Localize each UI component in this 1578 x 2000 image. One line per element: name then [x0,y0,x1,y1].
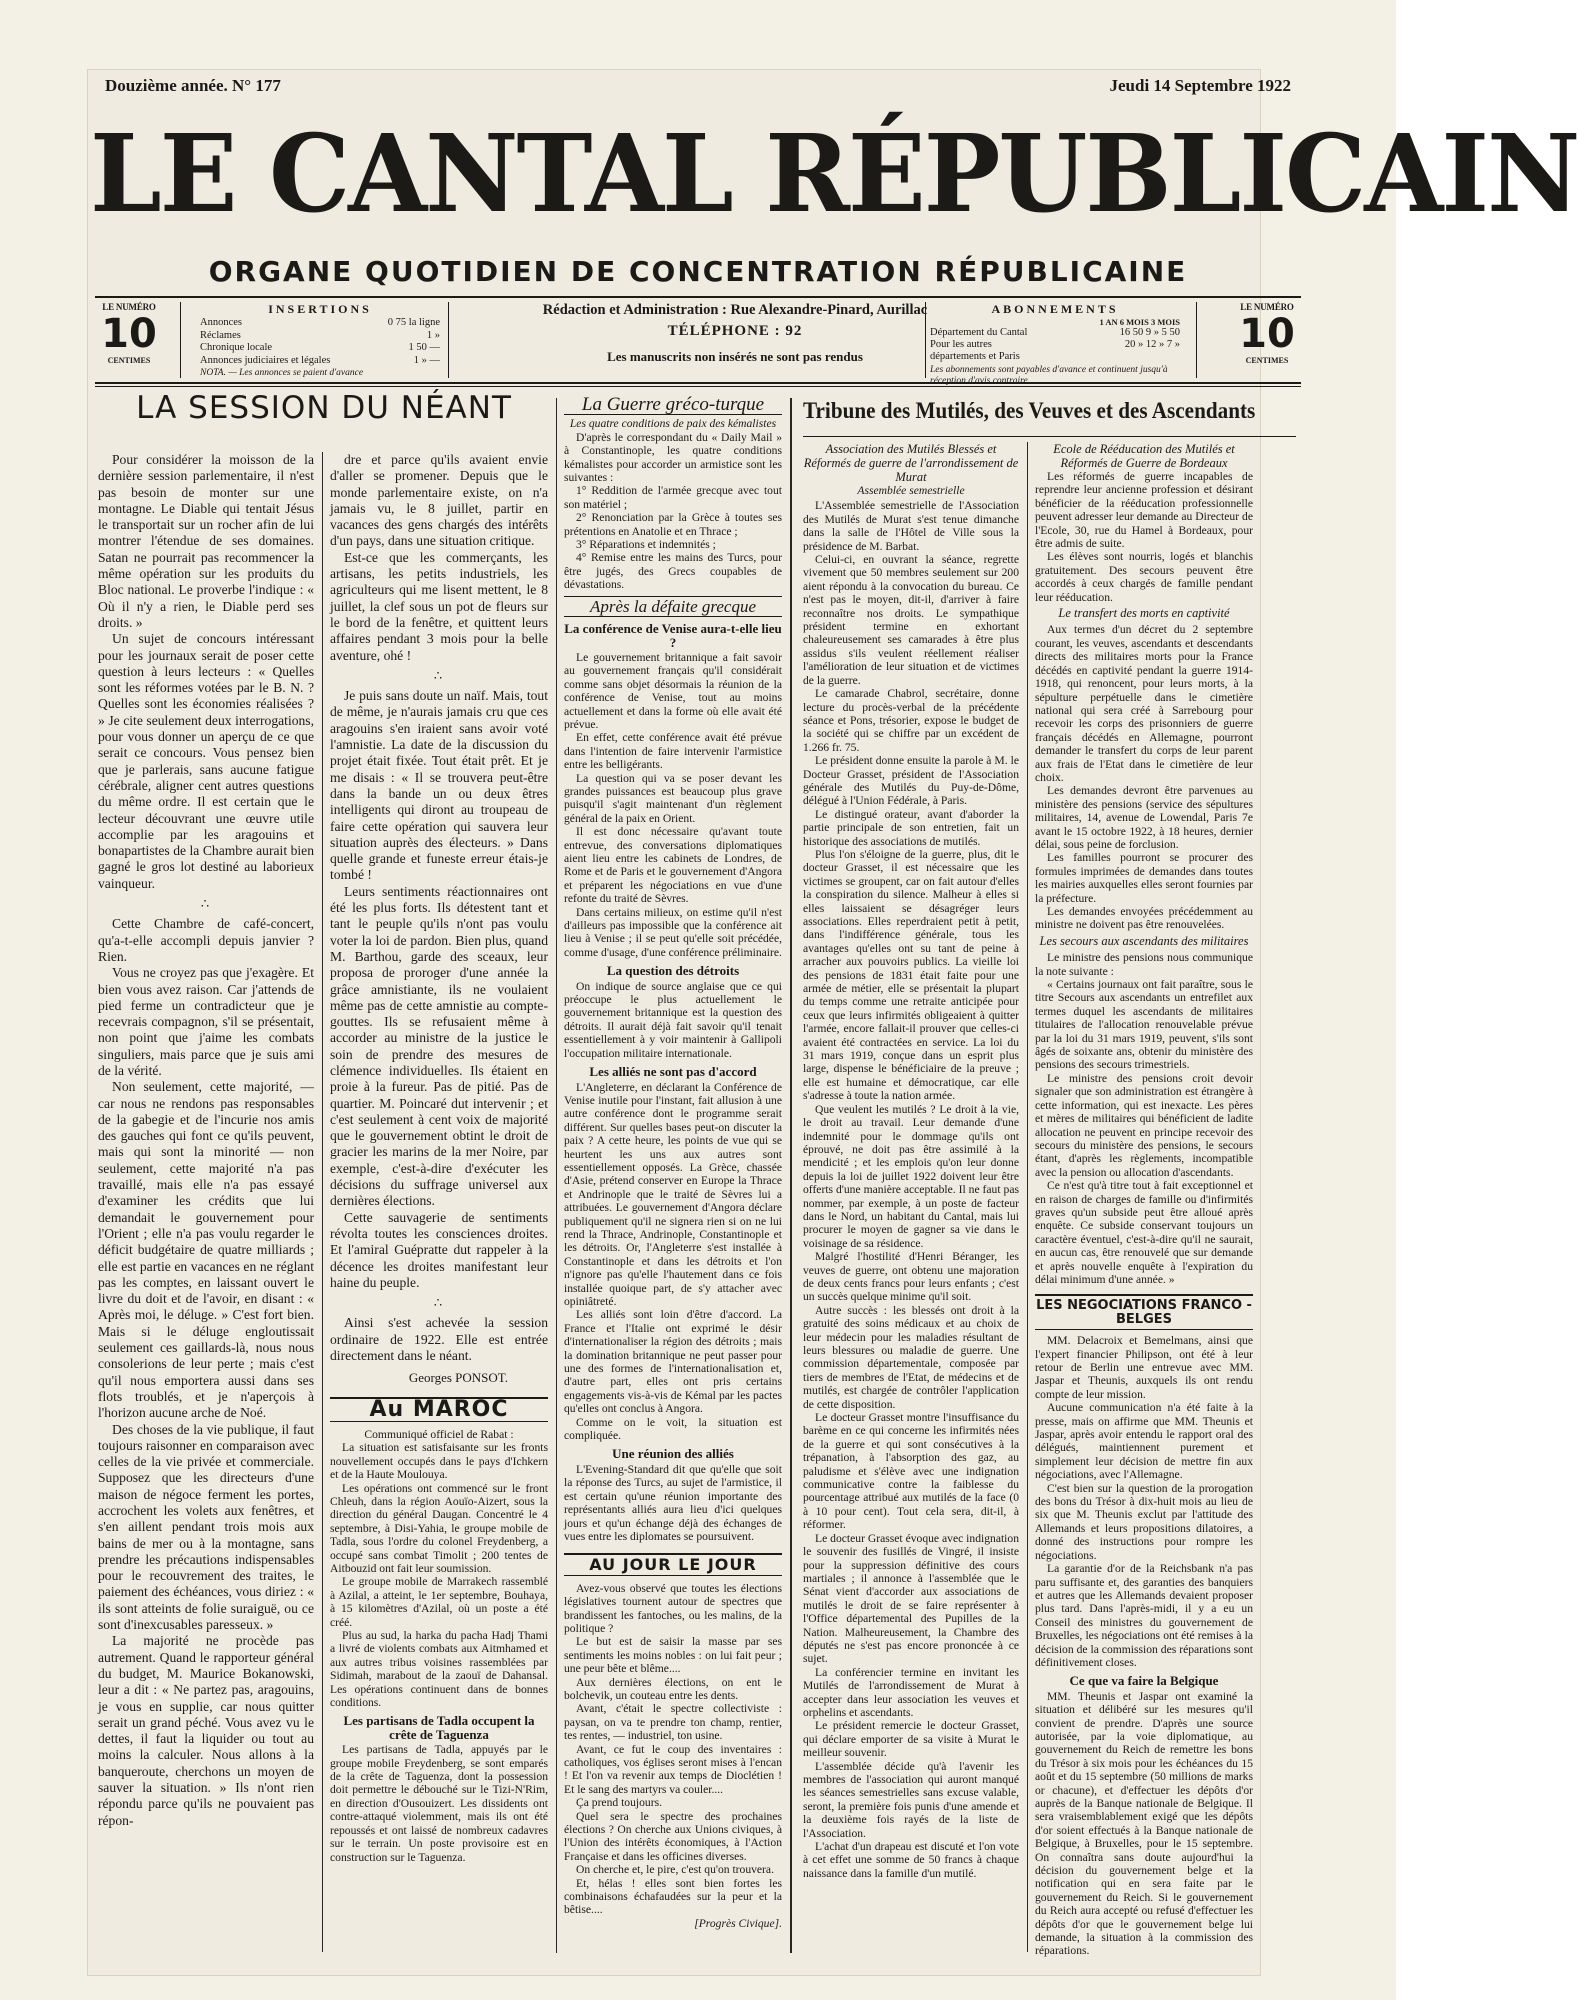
article-paragraph: Autre succès : les blessés ont droit à la gratuité des soins médicaux et au choix de leur médecin pour les maladies résultant de leurs blessures ou maladie de guerre. Une commission départementale, composée par tiers de membres de l'Etat, de médecins et de mutilés, est chargée de contrôler l'application de cette disposition. [803,1303,1019,1411]
article-paragraph: La situation est satisfaisante sur les fronts nouvellement occupés dans le pays d'Ichkern et de la Haute Moulouya. [330,1441,548,1482]
article-paragraph: Avez-vous observé que toutes les élections législatives tournent autour de spectres que brandissent les fantoches, ou les malins, de la politique ? [564,1581,782,1635]
price-value: 10 [1239,311,1295,357]
redaction-phone: TÉLÉPHONE : 92 [667,323,803,339]
article-paragraph: MM. Theunis et Jaspar ont examiné la situation et délibéré sur les mesures qu'il convient de prendre. D'après une source autorisée, par la voie diplomatique, au gouvernement du Reich de remettre les bons du Trésor à six mois pour les échéances du 15 août et du 15 septembre (50 millions de marks or chacune), et d'effectuer les dépôts d'or auprès de la Banque nationale de Belgique. Il sera vraisemblablement exigé que les dépôts d'or soient effectués à la Banque nationale de Belgique, à Bruxelles, pour le 15 septembre. On connaîtra sans doute aujourd'hui la décision du gouvernement belge et la notification qui en sera faite par le gouvernement du Reich. Si le gouvernement du Reich aura accepté ou refusé d'effectuer les dépôts d'or que le gouvernement belge lui demande, la situation à la commission des réparations. [1035,1689,1253,1958]
article-paragraph: Le président remercie le docteur Grasset, qui déclare emporter de sa visite à Murat le meilleur souvenir. [803,1719,1019,1760]
article-paragraph: Le docteur Grasset montre l'insuffisance du barème en ce qui concerne les infirmités nées de la guerre et qui sont consécutives à la trépanation, à l'absorption des gaz, au paludisme et s'élève avec une indignation communicative contre la faiblesse du pourcentage attribué aux mutilés de la face (0 à 10 pour cent). Tout cela sera, dit-il, à réformer. [803,1411,1019,1532]
tribune-heading: Tribune des Mutilés, des Veuves et des Ascendants [803,398,1256,423]
article-paragraph: Non seulement, cette majorité, — car nous ne rendons pas responsables de la gabegie et de l'incurie nos amis des gauches qui font ce qu'ils peuvent, mais qui sont la minorité — non seulement, cette majorité n'a pas travaillé, mais elle n'a pas essayé d'examiner les crédits que lui demandait le gouvernement pour l'Orient ; elle n'a pas voulu regarder le déficit budgétaire de quatre milliards ; elle est partie en vacances en ne réglant pas les comptes, en laissant ouvert le livre du doit et de l'avoir, en disant : « Après moi, le déluge. » C'est fort bien. Mais si le déluge engloutissait seulement ces gaillards-là, nous nous consolerions de leur perte ; mais c'est qu'il nous emportera aussi dans ses flots troublés, et je n'aperçois à l'horizon aucune arche de Noé. [98,1079,314,1421]
section-asterism: ∴ [433,667,445,683]
greek-war-heading: La Guerre gréco-turque [564,398,782,415]
column-rule [556,398,557,1953]
redaction-manuscripts: Les manuscrits non insérés ne sont pas rendus [607,349,863,364]
article-paragraph: Le docteur Grasset évoque avec indignation le souvenir des fusillés de Vingré, il insiste pour la suppression définitive des cours martiales ; il annonce à l'assemblée que le Sénat vient d'accorder aux associations de mutilés le droit de se faire représenter à l'Office départemental des Pupilles de la Nation. Malheureusement, la Chambre des députés ne s'est pas encore prononcée à ce sujet. [803,1531,1019,1666]
band-divider [925,302,926,378]
article-paragraph: Celui-ci, en ouvrant la séance, regrette vivement que 50 membres seulement sur 200 aient répondu à la convocation du bureau. Ce n'est pas le moyen, dit-il, d'arriver à faire reconnaître nos droits. Le sympathique président termine en exhortant chaleureusement ses camarades à être plus assidus s'ils veulent réellement réaliser l'amélioration de leur situation et de victimes de la guerre. [803,553,1019,687]
article-paragraph: 1° Reddition de l'armée grecque avec tout son matériel ; [564,484,782,511]
article-paragraph: Aux termes d'un décret du 2 septembre courant, les veuves, ascendants et descendants directs des militaires morts pour la France décédés en captivité pendant la guerre 1914-1918, qui renoncent, pour leurs morts, à la sépulture perpétuelle dans le cimetière national qui sera créé à Sarrebourg pour recevoir les corps des prisonniers de guerre français décédés en Allemagne, pourront demander le transfert du corps de leur parent aux frais de l'Etat dans le cimetière de leur choix. [1035,623,1253,784]
header-rule-top [95,296,1301,298]
article-paragraph: Les élèves sont nourris, logés et blanchis gratuitement. Des secours peuvent être accordés à ceux chargés de famille pendant leur rééducation. [1035,550,1253,604]
article-paragraph: L'Assemblée semestrielle de l'Association des Mutilés de Murat s'est tenue dimanche dans la salle de l'Hôtel de Ville sous la présidence de M. Barbat. [803,499,1019,553]
article-paragraph: Le président donne ensuite la parole à M. le Docteur Grasset, président de l'Association générale des Mutilés du Puy-de-Dôme, délégué à l'Union Fédérale, à Paris. [803,754,1019,808]
subscriptions-key: Département du Cantal [930,327,1028,338]
insertions-key: Chronique locale [200,342,273,353]
insertions-row [200,342,440,355]
article-paragraph: Le ministre des pensions nous communique la note suivante : [1035,951,1253,978]
article-paragraph: Plus au sud, la harka du pacha Hadj Thami a livré de violents combats aux Aitmhamed et aux autres tribus voisines rassemblées par Sidimah, marabout de la zaouï de Dahansal. Les opérations continuent dans de bonnes conditions. [330,1629,548,1710]
article-paragraph: La garantie d'or de la Reichsbank n'a pas paru suffisante et, des garanties des banquiers et autres que les Allemands devaient proposer plus tard. Dans l'après-midi, il y a eu un Conseil des ministres du gouvernement de Bruxelles, les négociations ont été remises à la décision de la commission des réparations sont définitivement closes. [1035,1562,1253,1669]
insertions-value: 0 75 la ligne [387,317,440,328]
maroc-heading: Au MAROC [330,1397,548,1422]
insertions-value: 1 50 — [408,342,440,353]
association-subheading: Assemblée semestrielle [857,484,965,497]
column-4 [803,442,1019,1957]
article-paragraph: La question qui va se poser devant les grandes puissances est beaucoup plus grave puisqu'il s'agit maintenant d'un règlement général de la paix en Orient. [564,771,782,825]
tribune-rule [803,436,1296,437]
article-paragraph: Le but est de saisir la masse par ses sentiments les moins nobles : on lui fait peur ; une peur bête et blême.... [564,1635,782,1676]
subscriptions-value: 16 50 9 » 5 50 [1119,327,1180,338]
subscriptions-head: 1 AN 6 MOIS 3 MOIS [1099,317,1180,327]
article-paragraph: On cherche et, le pire, c'est qu'on trouvera. [576,1863,774,1877]
article-paragraph: L'achat d'un drapeau est discuté et l'on vote à cet effet une somme de 50 francs à chaque naissance dans la famille d'un mutilé. [803,1840,1019,1880]
article-paragraph: Plus l'on s'éloigne de la guerre, plus, dit le docteur Grasset, il est nécessaire que les victimes se groupent, car on fait autour d'elles la conspiration du silence. Malheur à elles si elles laissaient se désagréger leurs associations. Elles reperdraient petit à petit, dans l'indifférence générale, tous les avantages qu'elles ont su tant de peine à arracher aux pouvoirs publics. La vieille loi des pensions de 1831 était faite pour une armée de métier, elle se présentait la plupart du temps comme une retraite anticipée pour ceux que leurs infirmités obligeaient à quitter l'armée, encore fallait-il prouver que celles-ci avaient été contractées en service. La loi du 31 mars 1919, conçue dans un esprit plus large, dispense le bénéficiaire de la preuve ; elle est humaine et démocratique, car elle s'adresse à toute la nation armée. [803,847,1019,1103]
price-value: 10 [101,311,157,357]
section-asterism: ∴ [200,896,212,912]
article-paragraph: Avant, c'était le spectre collectiviste : paysan, on va te prendre ton champ, rentier, tes rentes, — industriel, ton usine. [564,1702,782,1743]
article-paragraph: Le groupe mobile de Marrakech rassemblé à Azilal, a atteint, le 1er septembre, Bouhaya, à 15 kilomètres d'Azilal, où un poste a été créé. [330,1575,548,1629]
au-jour-le-jour-heading: AU JOUR LE JOUR [564,1553,782,1575]
article-paragraph: Un sujet de concours intéressant pour les journaux serait de poser cette question à leurs lecteurs : « Quelles sont les réformes votées par le B. N. ? Quelles sont les économies réalisées ? » Je cite seulement deux interrogations, pour vous donner un aperçu de ce que serait ce concours. Vous pensez bien que je parlerais, sans aucune fatigue cérébrale, aligner cent autres questions du même ordre. Il est certain que le lecteur découvrant une œuvre utile accomplie par les aragouins et bonapartistes de la Chambre aurait bien gagné le gros lot destiné au laborieux vainqueur. [98,631,314,891]
price-unit: CENTIMES [107,356,151,365]
column-2 [330,452,548,1952]
subscriptions-row [930,327,1180,339]
article-paragraph: Ce n'est qu'à titre tout à fait exceptionnel et en raison de charges de famille ou d'infirmités graves qu'un subside peut être alloué après enquête. Ce subside conservant toujours un caractère éventuel, c'est-à-dire qu'il ne saurait, en aucun cas, être renouvelé que sur demande et après nouvelle enquête à l'expiration du délai minimum d'une année. » [1035,1179,1253,1286]
article-paragraph: Pour considérer la moisson de la dernière session parlementaire, il n'est pas besoin de monter sur une montagne. Le Diable qui tentait Jésus le transportait sur un rocher afin de lui montrer l'étendue de ses domaines. Satan ne pourrait pas recommencer la même opération sur les produits du Bloc national. Le proverbe l'indique : « Où il n'y a rien, le Diable perd ses droits. » [98,452,314,630]
article-paragraph: Les réformés de guerre incapables de reprendre leur ancienne profession et désirant bénéficier de la rééducation professionnelle peuvent adresser leur demande au Directeur de l'Ecole, 30, rue du Hamel à Bordeaux, pour être admis de suite. [1035,470,1253,551]
article-paragraph: Ça prend toujours. [576,1796,662,1810]
article-paragraph: Dans certains milieux, on estime qu'il n'est d'ailleurs pas impossible que la conférence ait lieu à Venise ; il se peut qu'elle soit précédée, comme d'usage, d'une conférence préliminaire. [564,905,782,959]
headline-session: LA SESSION DU NÉANT [136,390,512,426]
captivity-heading: Le transfert des morts en captivité [1058,606,1230,621]
article-source: [Progrès Civique]. [694,1916,782,1930]
article-paragraph: L'assemblée décide qu'à l'avenir les membres de l'association qui auront manqué les séances semestrielles sans excuse valable, seront, la première fois punis d'une amende et la deuxième fois rayés de la liste de l'Association. [803,1759,1019,1840]
article-paragraph: Des choses de la vie publique, il faut toujours raisonner en comparaison avec celles de la vie privée et commerciale. Supposez que les directeurs d'une maison de négoce ferment les portes, accrochent les volets aux fenêtres, et s'en aillent pendant trois mois aux bains de mer ou à la montagne, sans prendre les précautions indispensables pour le recouvrement des traites, le paiement des échéances, vous diriez : « ils sont atteints de folie suraiguë, ou ce sont d'inexcusables paresseux. » [98,1421,314,1633]
meeting-heading: Une réunion des alliés [612,1446,734,1462]
price-label: LE NUMÉRO [102,302,156,312]
article-paragraph: Il est donc nécessaire qu'avant toute entrevue, des conversations diplomatiques aient lieu entre les cabinets de Londres, de Rome et de Paris et le gouvernement d'Angora et préparent les négociations en vue d'une refonte du traité de Sèvres. [564,825,782,906]
allies-heading: Les alliés ne sont pas d'accord [589,1064,757,1080]
article-paragraph: MM. Delacroix et Bemelmans, ainsi que l'expert financier Philipson, ont été à leur retour de Berlin une entrevue avec MM. Jaspar et Theunis, auxquels ils ont rendu compte de leur mission. [1035,1334,1253,1401]
article-paragraph: Les demandes envoyées précédemment au ministre ne doivent pas être renouvelées. [1035,905,1253,932]
band-divider [180,302,181,378]
article-paragraph: Aucune communication n'a été faite à la presse, mais on affirme que MM. Theunis et Jaspar, après avoir entendu le rapport oral des délégués, maintiennent purement et simplement leur décision de mettre fin aux négociations, avec l'Allemagne. [1035,1401,1253,1482]
article-paragraph: Avant, ce fut le coup des inventaires : catholiques, vos églises seront mises à l'encan ! Et l'on va revenir aux temps de Dioclétien ! Et le sang des martyrs va couler.... [564,1742,782,1796]
article-paragraph: L'Evening-Standard dit que qu'elle que soit la réponse des Turcs, au sujet de l'armistice, il est certain qu'une réunion importante des représentants alliés aura lieu d'ici quelques jours et qu'un échange déjà des échanges de vues entre les diplomates se poursuivent. [564,1462,782,1543]
section-asterism: ∴ [433,1295,445,1311]
insertions-row [200,355,440,368]
article-paragraph: Cette sauvagerie de sentiments révolta toutes les consciences droites. Et l'amiral Guépratte dut rappeler à la décence les droites manifestant leur haine du peuple. [330,1209,548,1290]
article-paragraph: Et, hélas ! elles sont bien fortes les combinaisons échafaudées sur la peur et la bêtise.... [564,1876,782,1917]
column-1-text [98,452,314,1952]
insertions-box [200,302,440,378]
info-band [95,302,1301,386]
insertions-row [200,317,440,330]
subscriptions-row [930,339,1180,363]
article-paragraph: En effet, cette conférence avait été prévue dans l'intention de faire intervenir l'armistice entre les belligérants. [564,731,782,772]
belgium-heading: Ce que va faire la Belgique [1069,1673,1219,1689]
article-paragraph: 4° Remise entre les mains des Turcs, pour être jugés, des Grecs coupables de dévastations. [564,551,782,592]
subscriptions-title: ABONNEMENTS [991,302,1119,316]
price-box-right [1233,302,1301,365]
subscriptions-key: Pour les autres départements et Paris [930,339,1020,362]
article-paragraph: Leurs sentiments réactionnaires ont été les plus forts. Ils détestent tant et tant le peuple qu'ils n'ont pas voulu voter la loi de pardon. Bien plus, quand M. Barthou, garde des sceaux, leur proposa de proroger d'une année la grâce amnistiante, ils ne voulaient même pas de cette amnistie au compte-gouttes. Ils se refusaient même à accorder au ministre de la justice le soin de prendre des mesures de clémence individuelles. Ils étaient en proie à la fureur. Pas de pitié. Pas de quartier. M. Poincaré dut intervenir ; et c'est seulement à cent voix de majorité que le gouvernement obtint le droit de gracier les marins de la mer Noire, par exemple, c'est-à-dire d'exécuter les décisions du suffrage universel aux dernières élections. [330,883,548,1209]
column-5 [1035,442,1253,1957]
article-paragraph: L'Angleterre, en déclarant la Conférence de Venise inutile pour l'instant, fait allusion à une autre conférence dont le programme serait différent. Sur quelles bases peut-on discuter la paix ? A cette heure, les points de vue qui se heurtent les uns aux autres sont essentiellement opposés. La Grèce, chassée d'Asie, prétend conserver en Europe la Thrace et Andrinople que le traité de Sèvres lui a attribuées. Le gouvernement d'Angora déclare publiquement qu'il ne signera rien si on ne lui rend la Thrace, Andrinople, Constantinople et les détroits. Or, l'Angleterre s'est installée à Constantinople et dans les détroits et l'on n'ignore pas qu'elle l'hautement dans ce fois installée quoique part, de s'y attacher avec opiniâtreté. [564,1080,782,1308]
column-rule [1027,442,1028,1952]
article-paragraph: La conférencier termine en invitant les Mutilés de l'arrondissement de Murat à accepter dans leur association les veuves et orphelins et ascendants. [803,1665,1019,1719]
article-paragraph: Ainsi s'est achevée la session ordinaire de 1922. Elle est entrée directement dans le néant. [330,1315,548,1364]
header-rule-bottom-thin [95,386,1301,387]
article-paragraph: On indique de source anglaise que ce qui préoccupe le plus actuellement le gouvernement britannique est la question des détroits. Il aurait déjà fait savoir qu'il tenait essentiellement à y voir maintenir à Gallipoli l'occupation militaire internationale. [564,979,782,1060]
masthead: LE CANTAL RÉPUBLICAIN [90,111,1578,237]
column-3 [564,394,782,1958]
article-paragraph: D'après le correspondant du « Daily Mail » à Constantinople, les quatre conditions kémalistes pour accorder un armistice sont les suivantes : [564,430,782,485]
article-paragraph: 3° Réparations et indemnités ; [576,538,716,552]
article-paragraph: 2° Renonciation par la Grèce à toutes ses prétentions en Anatolie et en Thrace ; [564,511,782,538]
price-label: LE NUMÉRO [1240,302,1294,312]
insertions-value: 1 » — [413,354,440,366]
article-paragraph: C'est bien sur la question de la prorogation des bons du Trésor à dix-huit mois au lieu de six que M. Theunis exclut par l'attitude des Allemands et leurs propositions dilatoires, a donné des instructions pour rompre les négociations. [1035,1481,1253,1562]
header-rule-bottom [95,382,1301,384]
masthead-subtitle: ORGANE QUOTIDIEN DE CONCENTRATION RÉPUBLICAINE [208,255,1188,288]
article-paragraph: Le ministre des pensions croit devoir signaler que son administration est étrangère à cette information, qui est inexacte. Les pères et mères de militaires qui bénéficient de ladite allocation ne peuvent en principe recevoir des secours du ministère des pensions, le secours étant, d'après les règlements, incompatible avec la pension ou allocation d'ascendants. [1035,1071,1253,1179]
relief-heading: Les secours aux ascendants des militaires [1039,933,1249,948]
school-heading: Ecole de Rééducation des Mutilés et Réformés de Guerre de Bordeaux [1053,442,1235,470]
price-unit: CENTIMES [1245,356,1289,365]
article-paragraph: Les opérations ont commencé sur le front Chleuh, dans la région Aouïo-Aizert, sous la direction du général Daugan. Concentré le 4 septembre, à Disi-Yahia, le groupe mobile de Tadla, sous l'ordre du colonel Freydenberg, a occupé sans combat Timolit ; 200 tentes de Aitbouzid ont fait leur soumission. [330,1481,548,1575]
maroc-subheading: Communiqué officiel de Rabat : [364,1427,514,1441]
article-paragraph: Les demandes devront être parvenues au ministère des pensions (service des sépultures militaires, 14, avenue de Lowendal, Paris 7e avant le 15 octobre 1922, à 18 heures, dernier délai, sous peine de forclusion. [1035,784,1253,851]
article-paragraph: Aux dernières élections, on ent le bolchevik, un couteau entre les dents. [564,1675,782,1702]
article-paragraph: Vous ne croyez pas que j'exagère. Et bien vous avez raison. Car j'attends de pied ferme un contradicteur que je recevrais compagnon, s'il se présentait, non point que j'aime les combats singuliers, mais parce que je suis ami de la vérité. [98,965,314,1078]
association-heading: Association des Mutilés Blessés et Réformés de guerre de l'arrondissement de Murat [803,442,1019,484]
tadla-heading: Les partisans de Tadla occupent la crête de Taguenza [343,1713,535,1742]
subscriptions-box [930,302,1180,387]
issue-date: Jeudi 14 Septembre 1922 [1109,76,1291,95]
insertions-key: Annonces [200,317,242,328]
redaction-address: Rédaction et Administration : Rue Alexandre-Pinard, Aurillac [542,302,928,318]
article-paragraph: Les alliés sont loin d'être d'accord. La France et l'Italie ont exprimé le désir d'internationaliser la région des détroits ; mais la domination britannique ne peut passer pour une des formes de l'internationalisation et, d'autre part, elles ont pris certains engagements vis-à-vis de Kémal par les pactes qu'elles ont conclus à Angora. [564,1308,782,1416]
defeat-heading: Après la défaite grecque [564,596,782,617]
price-box-left [95,302,163,365]
greek-war-subheading: Les quatre conditions de paix des kémalistes [569,417,777,431]
column-rule [322,452,323,1952]
band-divider [1196,302,1197,378]
straits-heading: La question des détroits [606,963,740,979]
issue-number: Douzième année. N° 177 [105,76,281,95]
insertions-title: INSERTIONS [268,302,372,316]
insertions-key: Réclames [200,329,241,341]
article-paragraph: Cette Chambre de café-concert, qu'a-t-elle accompli depuis janvier ? Rien. [98,916,314,964]
band-divider [448,302,449,378]
article-paragraph: « Certains journaux ont fait paraître, sous le titre Secours aux ascendants un entrefilet aux termes duquel les ascendants de militaires titulaires de l'allocation renouvelable prévue par la loi du 31 mars 1919, peuvent, s'ils sont âgés de soixante ans, obtenir du ministère des pensions des secours trimestriels. [1035,978,1253,1072]
venice-heading: La conférence de Venise aura-t-elle lieu ? [564,621,782,650]
article-paragraph: Les familles pourront se procurer des formules imprimées de demandes dans toutes les mairies auxquelles elles seront fournies par la préfecture. [1035,851,1253,905]
article-paragraph: Est-ce que les commerçants, les artisans, les petits industriels, les agriculteurs qui me lisent mettent, le 8 juillet, la clef sous un pot de fleurs sur le bord de la fenêtre, et quittent leurs affaires pendant 3 mois pour la belle aventure, ohé ! [330,549,548,663]
article-paragraph: Le camarade Chabrol, secrétaire, donne lecture du procès-verbal de la précédente séance et Pons, trésorier, expose le budget de la société qui se chiffre par un excédent de 1.266 fr. 75. [803,687,1019,754]
article-paragraph: Je puis sans doute un naïf. Mais, tout de même, je n'aurais jamais cru que ces aragouins s'en iraient sans avoir voté l'amnistie. La date de la discussion du projet était fixée. Tout était prêt. Et je me disais : « Il se trouvera peut-être dans la bande un ou deux êtres intelligents qui diront au troupeau de faire cette opération qui sauvera leur situation auprès des électeurs. » Dans quelle grande et funeste erreur étais-je tombé ! [330,688,548,883]
article-paragraph: Le gouvernement britannique a fait savoir au gouvernement français qu'il considérait comme sans objet désormais la réunion de la conférence de Venise, tout au moins actuellement et dans la forme où elle avait été prévue. [564,650,782,731]
article-paragraph: Comme on le voit, la situation est compliquée. [564,1415,782,1443]
article-paragraph: dre et parce qu'ils avaient envie d'aller se promener. Depuis que le monde parlementaire existe, on n'a jamais vu, le 8 juillet, partir en vacances des gens chargés des intérêts d'un pays, dans une situation critique. [330,452,548,549]
subscriptions-value: 20 » 12 » 7 » [1124,339,1180,350]
article-paragraph: Quel sera le spectre des prochaines élections ? On cherche aux Unions civiques, à l'Union des intérêts économiques, à l'Action Française et dans les officines diverses. [564,1809,782,1863]
insertions-key: Annonces judiciaires et légales [200,354,331,366]
article-paragraph: Les partisans de Tadla, appuyés par le groupe mobile Freydenberg, se sont emparés de la crête de Taguenza, dont la possession doit permettre le débouché sur le Tizi-N'Rim, en direction d'Ousouizert. Les dissidents ont contre-attaqué violemment, mais ils ont été repoussés et ont laissé de nombreux cadavres sur le terrain. Un poste provisoire est en construction sur le Taguenza. [330,1743,548,1864]
column-rule [790,398,792,1953]
article-paragraph: Malgré l'hostilité d'Henri Béranger, les veuves de guerre, ont obtenu une majoration de deux cents francs pour leurs enfants ; c'est un succès quelque minime qu'il soit. [803,1250,1019,1304]
subscriptions-note: Les abonnements sont payables d'avance et continuent jusqu'à réception d'avis contraire. [930,365,1168,386]
top-line [105,76,1291,100]
negotiations-heading: LES NEGOCIATIONS FRANCO - BELGES [1035,1294,1253,1330]
article-paragraph: La majorité ne procède pas autrement. Quand le rapporteur général du budget, M. Maurice Bokanowski, leur a dit : « Ne partez pas, aragouins, je vous en supplie, car nous quitter serait un grand péché. Vous avez vu le dettes, il faut la liquider ou tout au moins la calculer. Nous allons à la banqueroute, cherchons un moyen de sauver la situation. » Ils n'ont rien répondu parce qu'ils ne pouvaient pas répon- [98,1633,314,1828]
article-paragraph: Le distingué orateur, avant d'aborder la partie principale de son entretien, fait un historique des associations de mutilés. [803,807,1019,848]
insertions-note: NOTA. — Les annonces se paient d'avance [200,368,364,378]
insertions-row [200,330,440,343]
article-signature: Georges PONSOT. [408,1370,508,1386]
insertions-value: 1 » [426,329,440,341]
article-paragraph: Que veulent les mutilés ? Le droit à la vie, le droit au travail. Leur demande d'une indemnité pour le dommage qu'ils ont éprouvé, ne doit pas être assimilé à la mendicité ; et les emplois qu'on leur donne depuis la loi de juillet 1922 doivent leur être offerts d'une manière acceptable. Il ne faut pas nommer, par exemple, à un poste de facteur dans le Nord, un habitant du Cantal, mais lui procurer le moyen de gagner sa vie dans le voisinage de sa résidence. [803,1102,1019,1250]
